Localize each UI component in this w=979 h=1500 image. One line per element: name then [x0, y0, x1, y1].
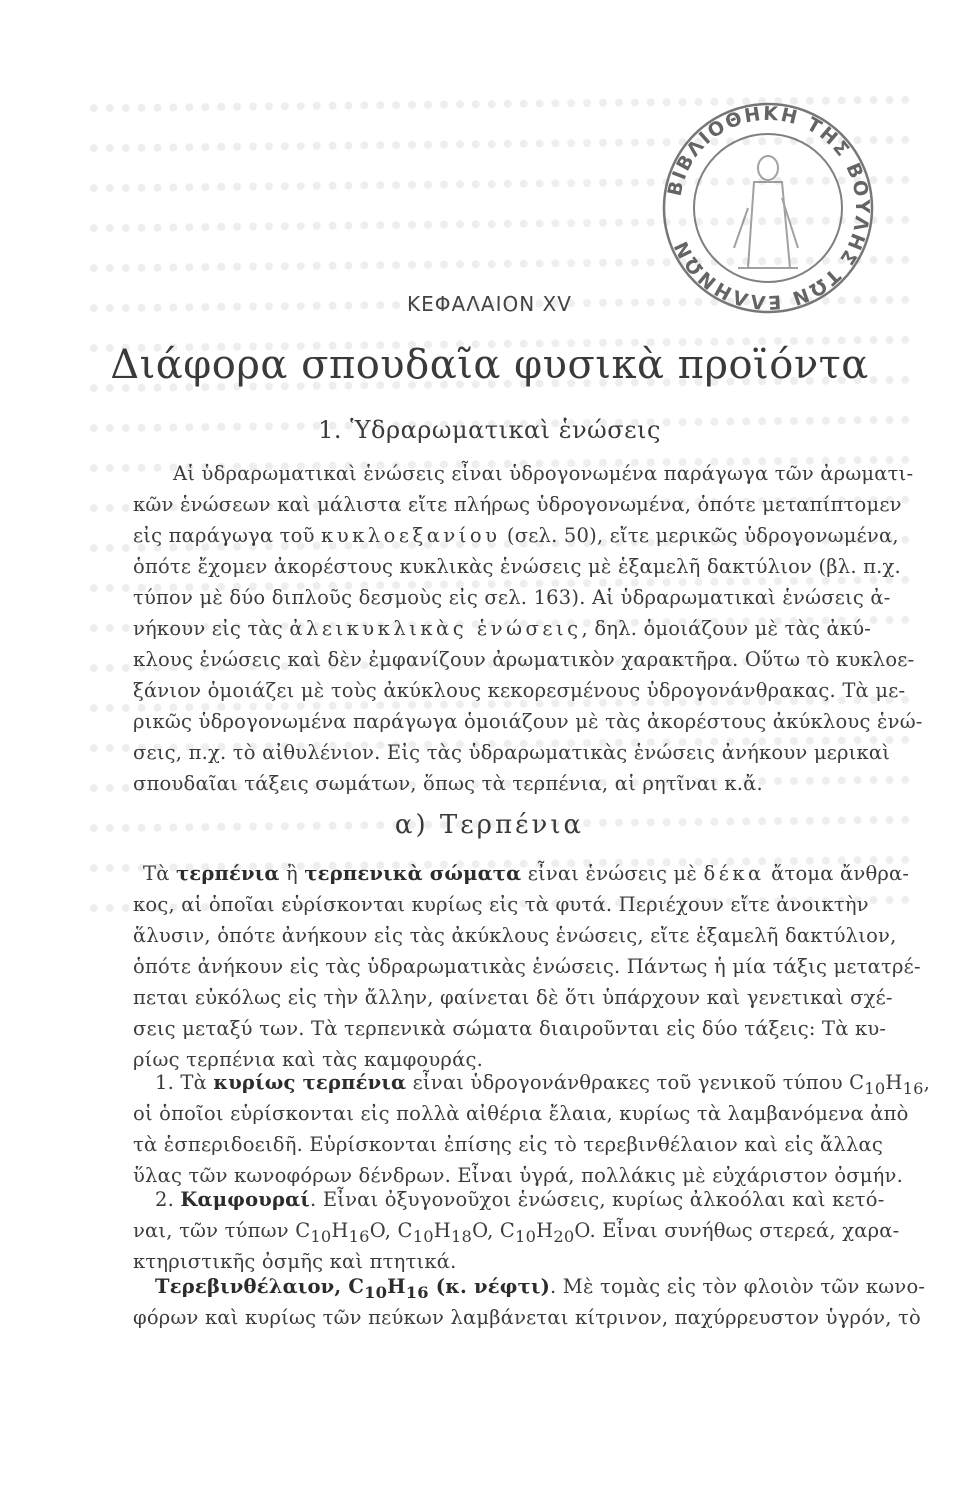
text-run: H: [885, 1071, 903, 1094]
text-line: κτηριστικῆς ὀσμῆς καὶ πτητικά.: [133, 1250, 457, 1273]
paragraph-camphors: [133, 1184, 900, 1277]
subscript: 20: [553, 1226, 575, 1246]
text-run: 1. Τὰ: [155, 1071, 214, 1094]
text-run: H: [331, 1219, 349, 1242]
subscript: 10: [515, 1226, 537, 1246]
text-line: σεις, π.χ. τὸ αἰθυλένιον. Εἰς τὰς ὑδραρωματικὰς ἑνώσεις ἀνήκουν μερικαὶ: [133, 741, 891, 764]
text-run: . Εἶναι ὀξυγονοῦχοι ἑνώσεις, κυρίως ἀλκοόλαι καὶ κετό-: [310, 1188, 885, 1211]
text-run: O, C: [369, 1219, 413, 1242]
spaced-term: κυκλοεξανίου: [321, 524, 501, 547]
paragraph-turpentine: [133, 1271, 926, 1333]
text-line: φόρων καὶ κυρίως τῶν πεύκων λαμβάνεται κίτρινον, παχύρρευστον ὑγρόν, τὸ: [133, 1306, 921, 1329]
bold-term: τερπένια: [175, 862, 280, 885]
paragraph-terpenes: [133, 858, 921, 1075]
text-run: (σελ. 50), εἴτε μερικῶς ὑδρογονωμένα,: [500, 524, 899, 547]
subscript: 18: [450, 1226, 473, 1246]
subscript: 10: [310, 1226, 332, 1246]
text-line: [133, 1184, 893, 1215]
text-line: [133, 1271, 926, 1302]
text-line: πεται εὐκόλως εἰς τὴν ἄλλην, φαίνεται δὲ ὅτι ὑπάρχουν καὶ γενετικαὶ σχέ-: [133, 986, 893, 1009]
text-run: ἄτομα ἄνθρα-: [764, 862, 910, 885]
text-run: H: [536, 1219, 554, 1242]
text-line: [133, 520, 899, 551]
bold-term: (κ. νέφτι): [428, 1275, 550, 1298]
spaced-term: δέκα: [703, 862, 765, 885]
text-line: [133, 858, 910, 889]
text-line: [133, 1067, 931, 1098]
subscript: 10: [864, 1078, 886, 1098]
subscript: 10: [364, 1282, 388, 1302]
text-run: Τὰ: [143, 862, 176, 885]
chapter-heading: ΚΕΦΑΛΑΙΟΝ XV: [407, 292, 572, 316]
text-run: εἶναι ἑνώσεις μὲ: [521, 862, 704, 885]
page-title: Διάφορα σπουδαῖα φυσικὰ προϊόντα: [110, 342, 869, 388]
text-run: O. Εἶναι συνήθως στερεά, χαρα-: [574, 1219, 900, 1242]
text-run: ,: [923, 1071, 931, 1094]
bold-term: τερπενικὰ σώματα: [304, 862, 522, 885]
text-line: ὕλας τῶν κωνοφόρων δένδρων. Εἶναι ὑγρά, πολλάκις μὲ εὐχάριστον ὀσμήν.: [133, 1164, 904, 1187]
text-line: σεις μεταξύ των. Τὰ τερπενικὰ σώματα διαιροῦνται εἰς δύο τάξεις: Τὰ κυ-: [133, 1017, 887, 1040]
text-line: κλους ἑνώσεις καὶ δὲν ἐμφανίζουν ἀρωματικὸν χαρακτῆρα. Οὕτω τὸ κυκλοε-: [133, 648, 915, 671]
bold-term: Τερεβινθέλαιον, C: [155, 1275, 365, 1298]
stamp-figure-icon: [734, 156, 798, 268]
paragraph-intro: [133, 458, 923, 799]
text-run: ἢ: [279, 862, 305, 885]
text-line: κος, αἱ ὁποῖαι εὑρίσκονται κυρίως εἰς τὰ φυτά. Περιέχουν εἴτε ἀνοικτὴν: [133, 893, 869, 916]
text-line: ρικῶς ὑδρογονωμένα παράγωγα ὁμοιάζουν μὲ τὰς ἀκορέστους ἀκύκλους ἑνώ-: [133, 710, 923, 733]
text-run: νήκουν εἰς τὰς: [133, 617, 290, 640]
text-run: ναι, τῶν τύπων C: [133, 1219, 311, 1242]
text-line: ὁπότε ἀνήκουν εἰς τὰς ὑδραρωματικὰς ἑνώσεις. Πάντως ἡ μία τάξις μετατρέ-: [133, 955, 921, 978]
text-run: O, C: [472, 1219, 516, 1242]
text-run: εἶναι ὑδρογονάνθρακες τοῦ γενικοῦ τύπου C: [406, 1071, 865, 1094]
text-run: . Μὲ τομὰς εἰς τὸν φλοιὸν τῶν κωνο-: [550, 1275, 926, 1298]
subscript: 16: [348, 1226, 370, 1246]
text-line: ὁπότε ἔχομεν ἀκορέστους κυκλικὰς ἑνώσεις μὲ ἑξαμελῆ δακτύλιον (βλ. π.χ.: [133, 555, 901, 578]
text-line: Αἱ ὑδραρωματικαὶ ἑνώσεις εἶναι ὑδρογονωμένα παράγωγα τῶν ἀρωματι-: [173, 462, 914, 485]
subscript: 16: [405, 1282, 429, 1302]
text-line: ξάνιον ὁμοιάζει μὲ τοὺς ἀκύκλους κεκορεσμένους ὑδρογονάνθρακας. Τὰ με-: [133, 679, 906, 702]
stamp-text: ΒΙΒΛΙΟΘΗΚΗ ΤΗΣ ΒΟΥΛΗΣ ΤΩΝ ΕΛΛΗΝΩΝ: [663, 102, 874, 314]
text-run: H: [433, 1219, 451, 1242]
text-run: εἰς παράγωγα τοῦ: [133, 524, 322, 547]
bold-term: H: [387, 1275, 406, 1298]
text-line: ρίως τερπένια καὶ τὰς καμφουράς.: [133, 1048, 483, 1071]
library-stamp: [658, 98, 878, 318]
section-heading: 1. Ὑδραρωματικαὶ ἑνώσεις: [318, 416, 661, 444]
text-line: οἱ ὁποῖοι εὑρίσκονται εἰς πολλὰ αἰθέρια ἔλαια, κυρίως τὰ λαμβανόμενα ἀπὸ: [133, 1102, 909, 1125]
text-line: [133, 1215, 900, 1246]
bold-term: κυρίως τερπένια: [213, 1071, 407, 1094]
text-line: σπουδαῖαι τάξεις σωμάτων, ὅπως τὰ τερπένια, αἱ ρητῖναι κ.ἄ.: [133, 772, 763, 795]
text-line: [133, 613, 893, 644]
paragraph-true-terpenes: [133, 1067, 931, 1191]
bold-term: Καμφουραί: [180, 1188, 311, 1211]
text-line: τύπον μὲ δύο διπλοῦς δεσμοὺς εἰς σελ. 163). Αἱ ὑδραρωματικαὶ ἑνώσεις ἀ-: [133, 586, 891, 609]
spaced-term: ἀλεικυκλικὰς ἑνώσεις: [289, 617, 582, 640]
subscript: 16: [902, 1078, 924, 1098]
text-run: 2.: [155, 1188, 181, 1211]
subscript: 10: [412, 1226, 434, 1246]
text-line: κῶν ἑνώσεων καὶ μάλιστα εἴτε πλήρως ὑδρογονωμένα, ὁπότε μεταπίπτομεν: [133, 493, 902, 516]
text-line: ἅλυσιν, ὁπότε ἀνήκουν εἰς τὰς ἀκύκλους ἑνώσεις, εἴτε ἑξαμελῆ δακτύλιον,: [133, 924, 897, 947]
subsection-heading: α) Τερπένια: [394, 810, 585, 840]
text-run: , δηλ. ὁμοιάζουν μὲ τὰς ἀκύ-: [581, 617, 872, 640]
text-line: τὰ ἑσπεριδοειδῆ. Εὑρίσκονται ἐπίσης εἰς τὸ τερεβινθέλαιον καὶ εἰς ἄλλας: [133, 1133, 884, 1156]
